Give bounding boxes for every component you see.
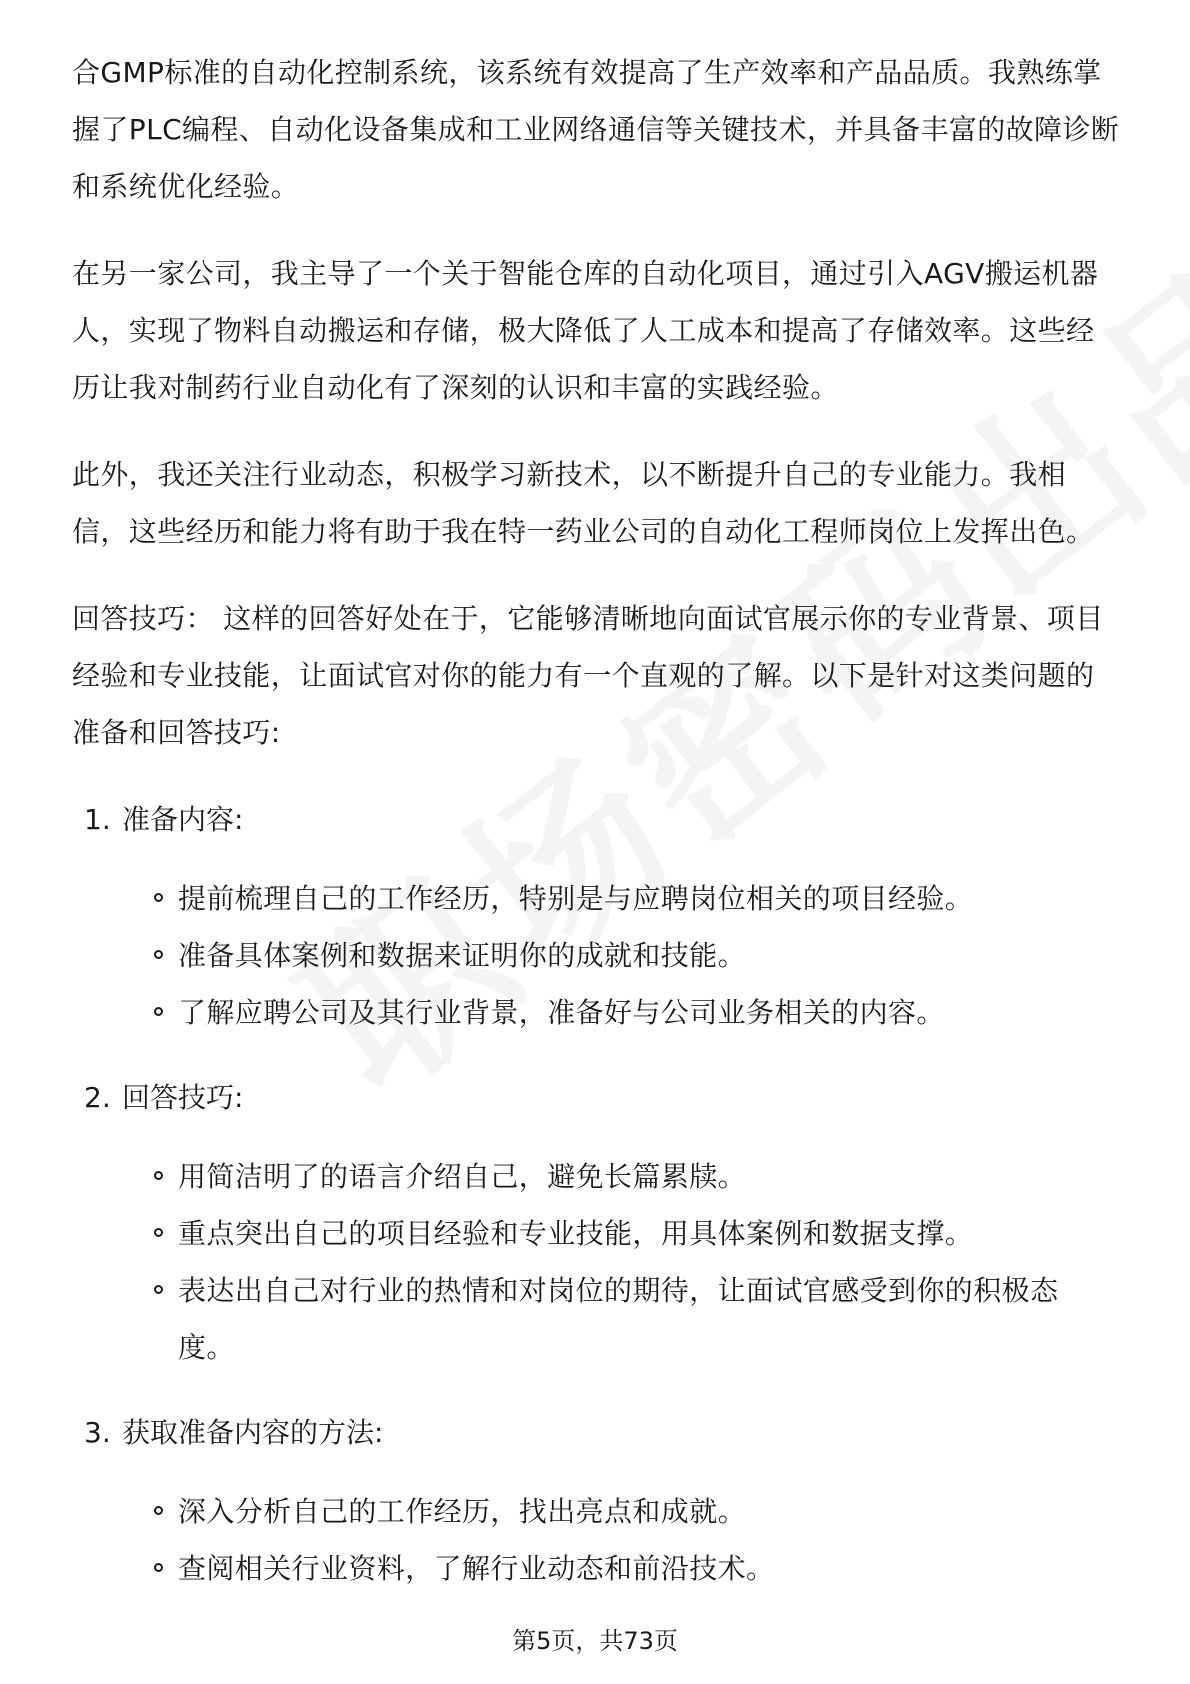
bullet-list: [72, 1483, 1122, 1597]
section-get-content-method: [72, 1404, 1122, 1597]
section-heading: [84, 791, 1122, 848]
paragraph: 在另一家公司，我主导了一个关于智能仓库的自动化项目，通过引入AGV搬运机器人，实现了物料自动搬运和存储，极大降低了人工成本和提高了存储效率。这些经历让我对制药行业自动化有了深刻的认识和丰富的实践经验。: [72, 257, 1099, 404]
list-item: 深入分析自己的工作经历，找出亮点和成就。: [72, 1483, 1122, 1540]
section-number: 1.: [84, 803, 111, 836]
list-item: 了解应聘公司及其行业背景，准备好与公司业务相关的内容。: [72, 984, 1122, 1041]
bullet-list: [72, 870, 1122, 1041]
section-number: 3.: [84, 1416, 111, 1449]
paragraph: 此外，我还关注行业动态，积极学习新技术，以不断提升自己的专业能力。我相信，这些经历和能力将有助于我在特一药业公司的自动化工程师岗位上发挥出色。: [72, 458, 1095, 548]
section-title: 准备内容:: [122, 803, 244, 836]
list-item: 查阅相关行业资料，了解行业动态和前沿技术。: [72, 1540, 1122, 1597]
bullet-icon: [154, 1563, 163, 1572]
list-item: 表达出自己对行业的热情和对岗位的期待，让面试官感受到你的积极态度。: [72, 1262, 1122, 1376]
bullet-icon: [154, 950, 163, 959]
bullet-icon: [154, 1007, 163, 1016]
section-prepare-content: [72, 791, 1122, 1041]
bullet-icon: [154, 1285, 163, 1294]
bullet-icon: [154, 893, 163, 902]
list-item: 准备具体案例和数据来证明你的成就和技能。: [72, 927, 1122, 984]
bullet-list: [72, 1148, 1122, 1376]
section-answer-tips: [72, 1069, 1122, 1376]
paragraph: 回答技巧： 这样的回答好处在于，它能够清晰地向面试官展示你的专业背景、项目经验和专业技能，让面试官对你的能力有一个直观的了解。以下是针对这类问题的准备和回答技巧:: [72, 602, 1104, 749]
bullet-icon: [154, 1171, 163, 1180]
section-number: 2.: [84, 1081, 111, 1114]
list-item: 重点突出自己的项目经验和专业技能，用具体案例和数据支撑。: [72, 1205, 1122, 1262]
paragraph: 合GMP标准的自动化控制系统，该系统有效提高了生产效率和产品品质。我熟练掌握了PLC编程、自动化设备集成和工业网络通信等关键技术，并具备丰富的故障诊断和系统优化经验。: [72, 56, 1120, 203]
section-heading: [84, 1404, 1122, 1461]
list-item: 用简洁明了的语言介绍自己，避免长篇累牍。: [72, 1148, 1122, 1205]
page-number: 第5页，共73页: [512, 1627, 678, 1655]
bullet-icon: [154, 1506, 163, 1515]
section-title: 回答技巧:: [122, 1081, 244, 1114]
list-item: 提前梳理自己的工作经历，特别是与应聘岗位相关的项目经验。: [72, 870, 1122, 927]
document-body: [72, 44, 1122, 1625]
bullet-icon: [154, 1228, 163, 1237]
section-heading: [84, 1069, 1122, 1126]
section-title: 获取准备内容的方法:: [122, 1416, 384, 1449]
